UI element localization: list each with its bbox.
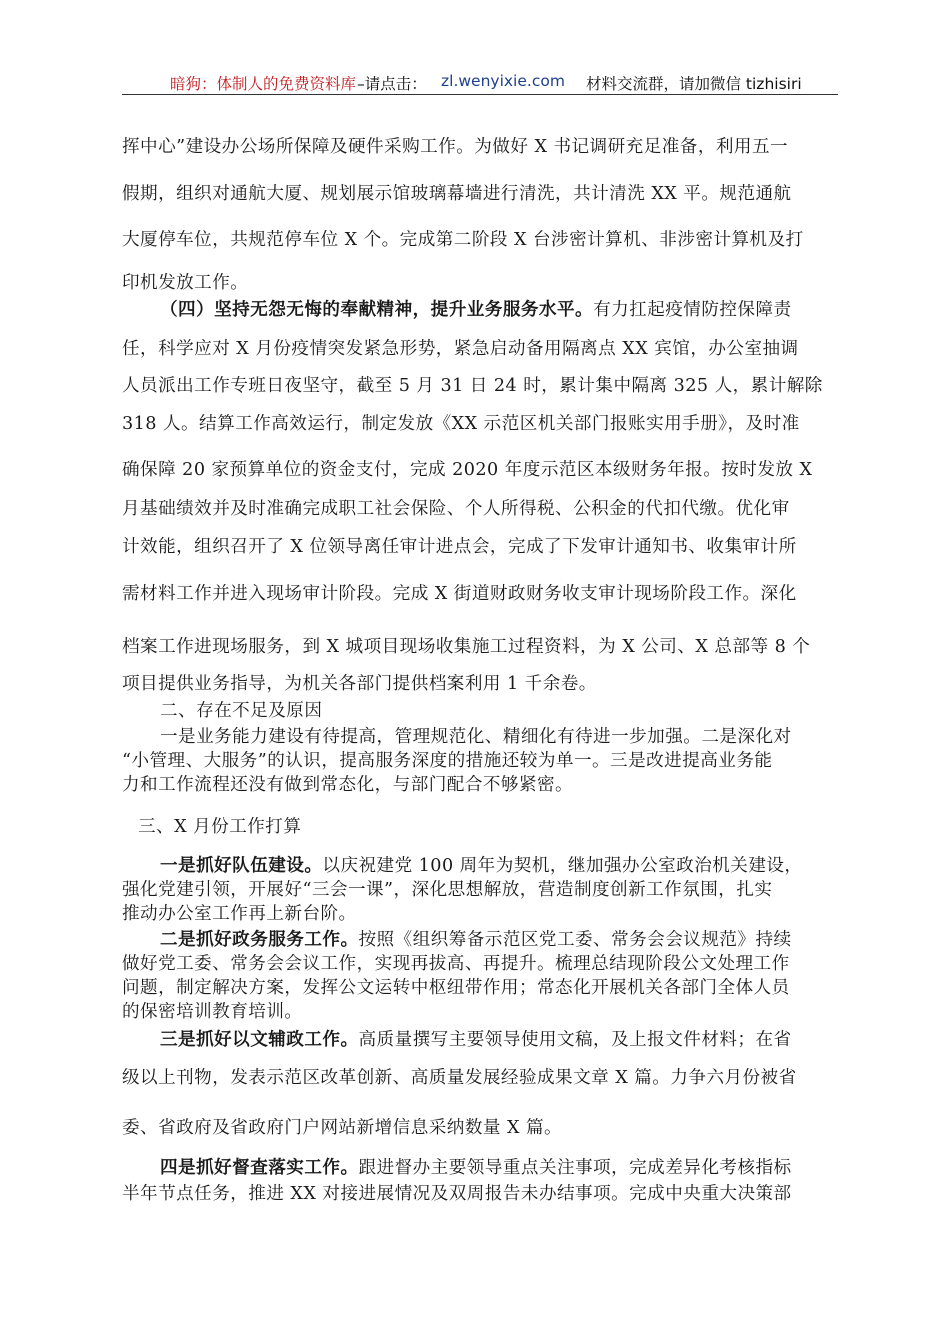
text-line: 计效能，组织召开了 X 位领导离任审计进点会，完成了下发审计通知书、收集审计所 — [122, 537, 797, 557]
section-heading-4: （四）坚持无怨无悔的奉献精神，提升业务服务水平。 — [160, 299, 594, 320]
plan-item-heading: 四是抓好督查落实工作。 — [160, 1157, 359, 1178]
plan-item-heading: 三是抓好以文辅政工作。 — [160, 1029, 359, 1050]
text-line: 强化党建引领，开展好“三会一课”，深化思想解放，营造制度创新工作氛围，扎实 — [122, 880, 773, 900]
plan-item-heading: 一是抓好队伍建设。 — [160, 855, 323, 876]
header-site-name: 暗狗：体制人的免费资料库 — [170, 75, 357, 93]
text-line: 人员派出工作专班日夜坚守，截至 5 月 31 日 24 时，累计集中隔离 325 人，累计解除 — [122, 376, 823, 396]
text-line: 推动办公室工作再上新台阶。 — [122, 904, 357, 924]
plan-item-heading: 二是抓好政务服务工作。 — [160, 929, 359, 950]
header-wechat-note: 材料交流群，请加微信 tizhisiri — [586, 75, 802, 93]
header-prompt: –请点击： — [357, 75, 427, 93]
text-line: 需材料工作并进入现场审计阶段。完成 X 街道财政财务收支审计现场阶段工作。深化 — [122, 584, 797, 604]
text-line: 半年节点任务，推进 XX 对接进展情况及双周报告未办结事项。完成中央重大决策部 — [122, 1184, 792, 1204]
text-span: 高质量撰写主要领导使用文稿，及上报文件材料；在省 — [358, 1030, 792, 1050]
text-line: 的保密培训教育培训。 — [122, 1002, 303, 1022]
text-span: 跟进督办主要领导重点关注事项，完成差异化考核指标 — [358, 1158, 792, 1178]
text-line: 做好党工委、常务会会议工作，实现再拔高、再提升。梳理总结现阶段公文处理工作 — [122, 954, 790, 974]
text-line: 力和工作流程还没有做到常态化，与部门配合不够紧密。 — [122, 775, 574, 795]
section-title-2: 二、存在不足及原因 — [160, 701, 323, 721]
plan-item-1 — [160, 856, 838, 876]
text-line: 确保障 20 家预算单位的资金支付，完成 2020 年度示范区本级财务年报。按时发放 X — [122, 460, 813, 480]
text-line: 一是业务能力建设有待提高，管理规范化、精细化有待进一步加强。二是深化对 — [160, 727, 792, 747]
text-span: 有力扛起疫情防控保障责 — [593, 300, 792, 320]
text-line: 项目提供业务指导，为机关各部门提供档案利用 1 千余卷。 — [122, 674, 597, 694]
text-line: 问题，制定解决方案，发挥公文运转中枢纽带作用；常态化开展机关各部门全体人员 — [122, 978, 790, 998]
paragraph-heading-line — [160, 300, 838, 320]
text-line: 任，科学应对 X 月份疫情突发紧急形势，紧急启动备用隔离点 XX 宾馆，办公室抽调 — [122, 339, 799, 359]
text-line: 级以上刊物，发表示范区改革创新、高质量发展经验成果文章 X 篇。力争六月份被省 — [122, 1068, 797, 1088]
text-line: “小管理、大服务”的认识，提高服务深度的措施还较为单一。三是改进提高业务能 — [122, 751, 773, 771]
text-line: 假期，组织对通航大厦、规划展示馆玻璃幕墙进行清洗，共计清洗 XX 平。规范通航 — [122, 184, 792, 204]
text-line: 月基础绩效并及时准确完成职工社会保险、个人所得税、公积金的代扣代缴。优化审 — [122, 499, 790, 519]
text-line: 委、省政府及省政府门户网站新增信息采纳数量 X 篇。 — [122, 1118, 563, 1138]
text-line: 印机发放工作。 — [122, 273, 249, 293]
plan-item-3 — [160, 1030, 838, 1050]
header-url-link[interactable]: zl.wenyixie.com — [441, 72, 565, 90]
text-line: 大厦停车位，共规范停车位 X 个。完成第二阶段 X 台涉密计算机、非涉密计算机及打 — [122, 230, 804, 250]
page-header — [122, 66, 838, 95]
text-line: 318 人。结算工作高效运行，制定发放《XX 示范区机关部门报账实用手册》，及时准 — [122, 414, 800, 434]
text-line: 挥中心”建设办公场所保障及硬件采购工作。为做好 X 书记调研充足准备，利用五一 — [122, 137, 789, 157]
plan-item-2 — [160, 930, 838, 950]
text-span: 以庆祝建党 100 周年为契机，继加强办公室政治机关建设， — [322, 856, 803, 876]
plan-item-4 — [160, 1158, 838, 1178]
text-line: 档案工作进现场服务，到 X 城项目现场收集施工过程资料，为 X 公司、X 总部等 8 个 — [122, 637, 811, 657]
text-span: 按照《组织筹备示范区党工委、常务会会议规范》持续 — [358, 930, 792, 950]
section-title-3: 三、X 月份工作打算 — [138, 817, 302, 837]
